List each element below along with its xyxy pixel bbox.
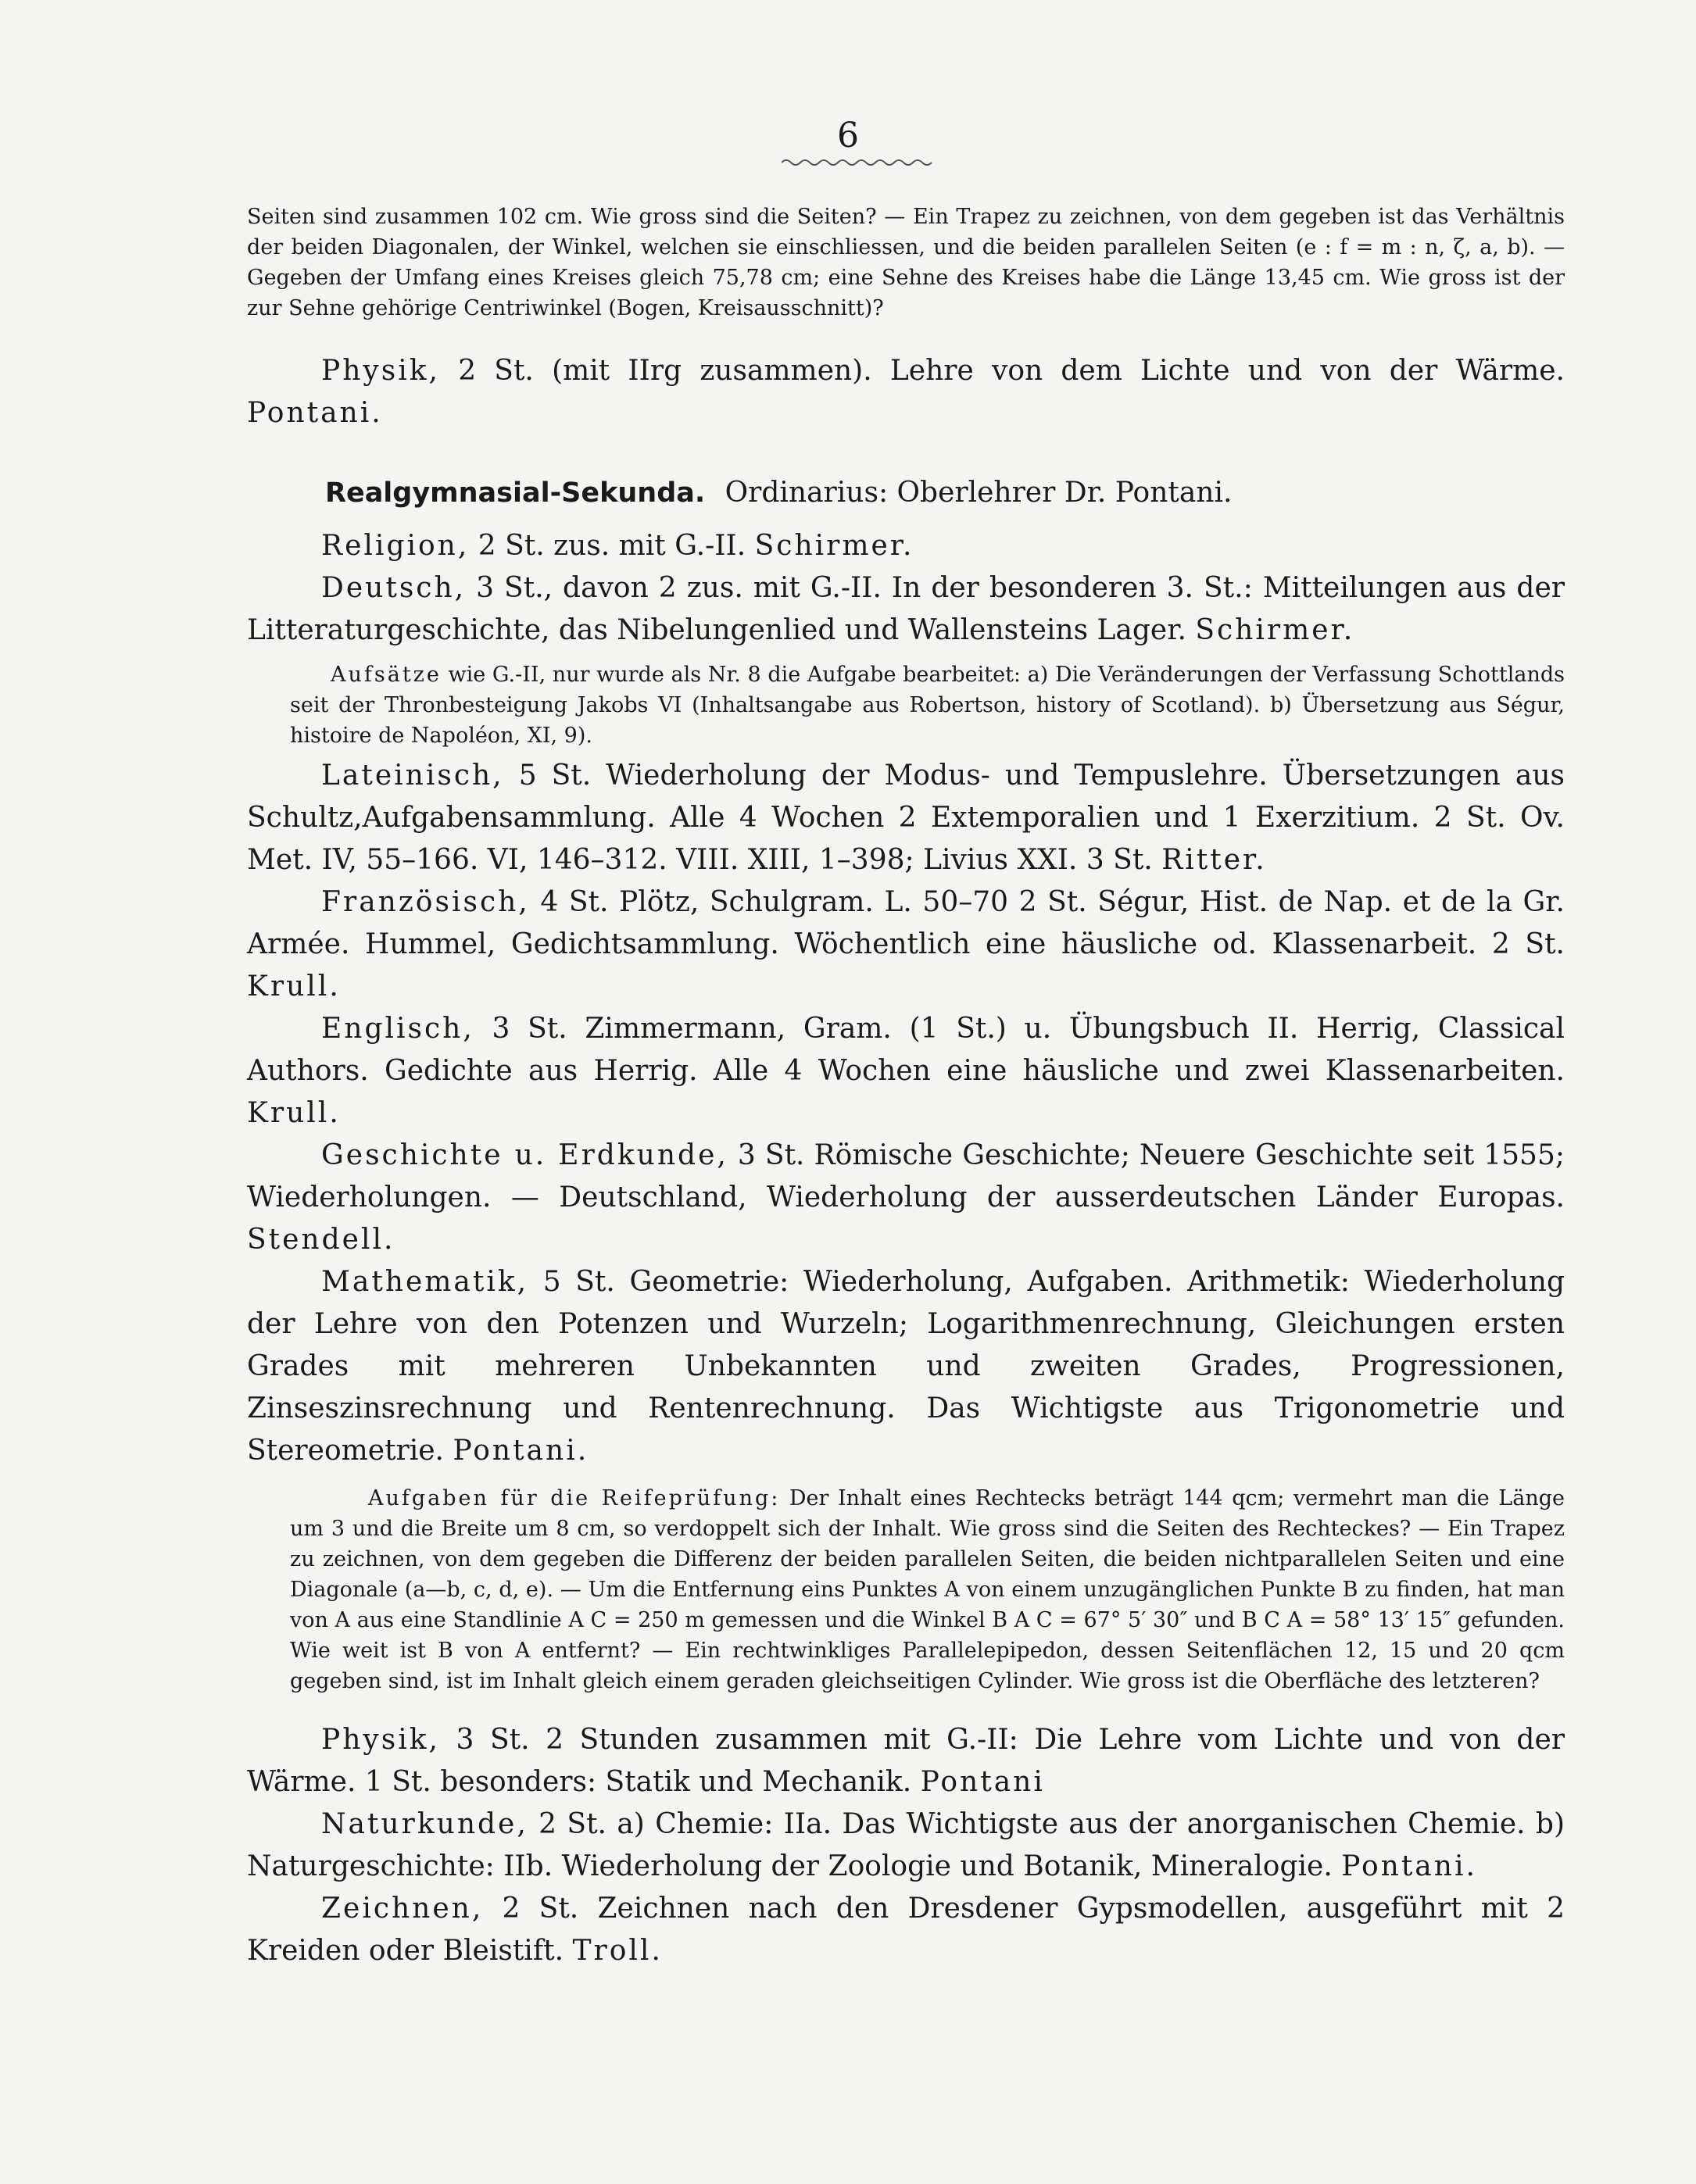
mathematik-entry bbox=[247, 1261, 1565, 1472]
subject-text: 2 St. zus. mit G.-II. bbox=[478, 530, 746, 562]
teacher-name: Krull. bbox=[247, 1097, 341, 1129]
math-tail-text: Seiten sind zusammen 102 cm. Wie gross sind die Seiten? — Ein Trapez zu zeichnen, von dem gegeben ist das Verhältnis der beiden Diagonalen, der Winkel, welchen sie einschliessen, und die beiden parallelen Seiten (e : f = m : n, ζ, a, b). — Gegeben der Umfang eines Kreises gleich 75,78 cm; eine Sehne des Kreises habe die Länge 13,45 cm. Wie gross ist der zur Sehne gehörige Centriwinkel (Bogen, Kreisausschnitt)? bbox=[247, 205, 1565, 320]
reifepruefung-note bbox=[247, 1483, 1565, 1696]
religion-entry bbox=[247, 525, 1565, 567]
teacher-name: Krull. bbox=[247, 970, 341, 1003]
subject-head: Geschichte u. Erdkunde, bbox=[321, 1139, 728, 1171]
physik-entry bbox=[247, 1719, 1565, 1803]
teacher-name: Troll. bbox=[572, 1935, 663, 1967]
subject-head: Deutsch, bbox=[321, 572, 467, 604]
deutsch-entry bbox=[247, 567, 1565, 652]
note-label: Aufsätze bbox=[331, 663, 442, 687]
subject-text: 3 St. Römische Geschichte; Neuere Geschichte seit 1555; Wiederholungen. — Deutschland, Wiederholung der ausserdeutschen Länder Europas. bbox=[247, 1139, 1565, 1214]
note-text: wie G.-II, nur wurde als Nr. 8 die Aufgabe bearbeitet: a) Die Veränderungen der Verfassung Schottlands seit der Thronbesteigung Jakobs VI (Inhaltsangabe aus Robertson, history of Scotland). b) Übersetzung aus Ségur, histoire de Napoléon, XI, 9). bbox=[290, 663, 1565, 748]
geschichte-entry bbox=[247, 1135, 1565, 1261]
note-text: Der Inhalt eines Rechtecks beträgt 144 qcm; vermehrt man die Länge um 3 und die Breite um 8 cm, so verdoppelt sich der Inhalt. Wie gross sind die Seiten des Rechteckes? — Ein Trapez zu zeichnen, von dem gegeben die Differenz der beiden parallelen Seiten, die beiden nichtparallelen Seiten und eine Diagonale (a—b, c, d, e). — Um die Entfernung eins Punktes A von einem unzugänglichen Punkte B zu finden, hat man von A aus eine Standlinie A C = 250 m gemessen und die Winkel B A C = 67° 5′ 30″ und B C A = 58° 13′ 15″ gefunden. Wie weit ist B von A entfernt? — Ein rechtwinkliges Parallelepipedon, dessen Seitenflächen 12, 15 und 20 qcm gegeben sind, ist im Inhalt gleich einem geraden gleichseitigen Cylinder. Wie gross ist die Oberfläche des letzteren? bbox=[290, 1486, 1565, 1693]
ordinarius: Ordinarius: Oberlehrer Dr. Pontani. bbox=[725, 477, 1233, 509]
subjects-block-3 bbox=[247, 1719, 1565, 1972]
franz-entry bbox=[247, 881, 1565, 1008]
subject-head: Zeichnen, bbox=[321, 1893, 484, 1925]
section-title: Realgymnasial-Sekunda. bbox=[325, 477, 706, 509]
subject-text: 3 St., davon 2 zus. mit G.-II. In der besonderen 3. St.: Mitteilungen aus der Litteraturgeschichte, das Nibelungenlied und Wallensteins Lager. bbox=[247, 572, 1565, 646]
teacher-name: Pontani. bbox=[1341, 1850, 1477, 1882]
section-heading bbox=[247, 472, 1565, 514]
subject-head: Englisch, bbox=[321, 1013, 474, 1045]
naturkunde-entry bbox=[247, 1803, 1565, 1888]
teacher-name: Schirmer. bbox=[754, 530, 914, 562]
math-continuation bbox=[247, 202, 1565, 323]
subject-head: Mathematik, bbox=[321, 1266, 529, 1298]
zeichnen-entry bbox=[247, 1888, 1565, 1972]
subject-text: 2 St. Zeichnen nach den Dresdener Gypsmodellen, ausgeführt mit 2 Kreiden oder Bleistift. bbox=[247, 1893, 1565, 1967]
subject-text: 5 St. Geometrie: Wiederholung, Aufgaben. Arithmetik: Wiederholung der Lehre von den Potenzen und Wurzeln; Logarithmenrechnung, Gleichungen ersten Grades mit mehreren Unbekannten und zweiten Grades, Progressionen, Zinseszinsrechnung und Rentenrechnung. Das Wichtigste aus Trigonometrie und Stereometrie. bbox=[247, 1266, 1565, 1467]
teacher-name: Pontani. bbox=[453, 1435, 589, 1467]
subjects-block bbox=[247, 525, 1565, 652]
subject-text: 3 St. 2 Stunden zusammen mit G.-II: Die Lehre vom Lichte und von der Wärme. 1 St. besonders: Statik und Mechanik. bbox=[247, 1724, 1565, 1798]
latein-entry bbox=[247, 755, 1565, 881]
page-number: 6 bbox=[837, 116, 859, 155]
subjects-block-2 bbox=[247, 755, 1565, 1472]
ornament-wave bbox=[782, 156, 938, 169]
subject-head: Lateinisch, bbox=[321, 760, 504, 792]
teacher-name: Ritter. bbox=[1161, 844, 1267, 876]
subject-head: Naturkunde, bbox=[321, 1808, 528, 1840]
subject-text: 4 St. Plötz, Schulgram. L. 50–70 2 St. Ségur, Hist. de Nap. et de la Gr. Armée. Hummel, Gedichtsammlung. Wöchentlich eine häusliche od. Klassenarbeit. 2 St. bbox=[247, 886, 1565, 960]
subject-text: 2 St. a) Chemie: IIa. Das Wichtigste aus der anorganischen Chemie. b) Naturgeschichte: IIb. Wiederholung der Zoologie und Botanik, Mineralogie. bbox=[247, 1808, 1565, 1882]
subject-text: 2 St. (mit IIrg zusammen). Lehre von dem Lichte und von der Wärme. bbox=[458, 355, 1565, 387]
teacher-name: Schirmer. bbox=[1195, 614, 1355, 646]
teacher-name: Pontani bbox=[920, 1766, 1045, 1798]
subject-head: Religion, bbox=[321, 530, 470, 562]
teacher-name: Pontani. bbox=[247, 397, 383, 429]
subject-text: 5 St. Wiederholung der Modus- und Tempuslehre. Übersetzungen aus Schultz,Aufgabensammlung. Alle 4 Wochen 2 Extemporalien und 1 Exerzitium. 2 St. Ov. Met. IV, 55–166. VI, 146–312. VIII. XIII, 1–398; Livius XXI. 3 St. bbox=[247, 760, 1565, 876]
subject-head: Französisch, bbox=[321, 886, 530, 918]
aufsaetze-note bbox=[247, 659, 1565, 751]
subject-text: 3 St. Zimmermann, Gram. (1 St.) u. Übungsbuch II. Herrig, Classical Authors. Gedichte aus Herrig. Alle 4 Wochen eine häusliche und zwei Klassenarbeiten. bbox=[247, 1013, 1565, 1087]
englisch-entry bbox=[247, 1008, 1565, 1135]
note-label: Aufgaben für die Reifeprüfung: bbox=[368, 1486, 781, 1510]
teacher-name: Stendell. bbox=[247, 1224, 395, 1256]
physik-previous bbox=[247, 350, 1565, 434]
subject-head: Physik, bbox=[321, 355, 440, 387]
subject-head: Physik, bbox=[321, 1724, 440, 1756]
